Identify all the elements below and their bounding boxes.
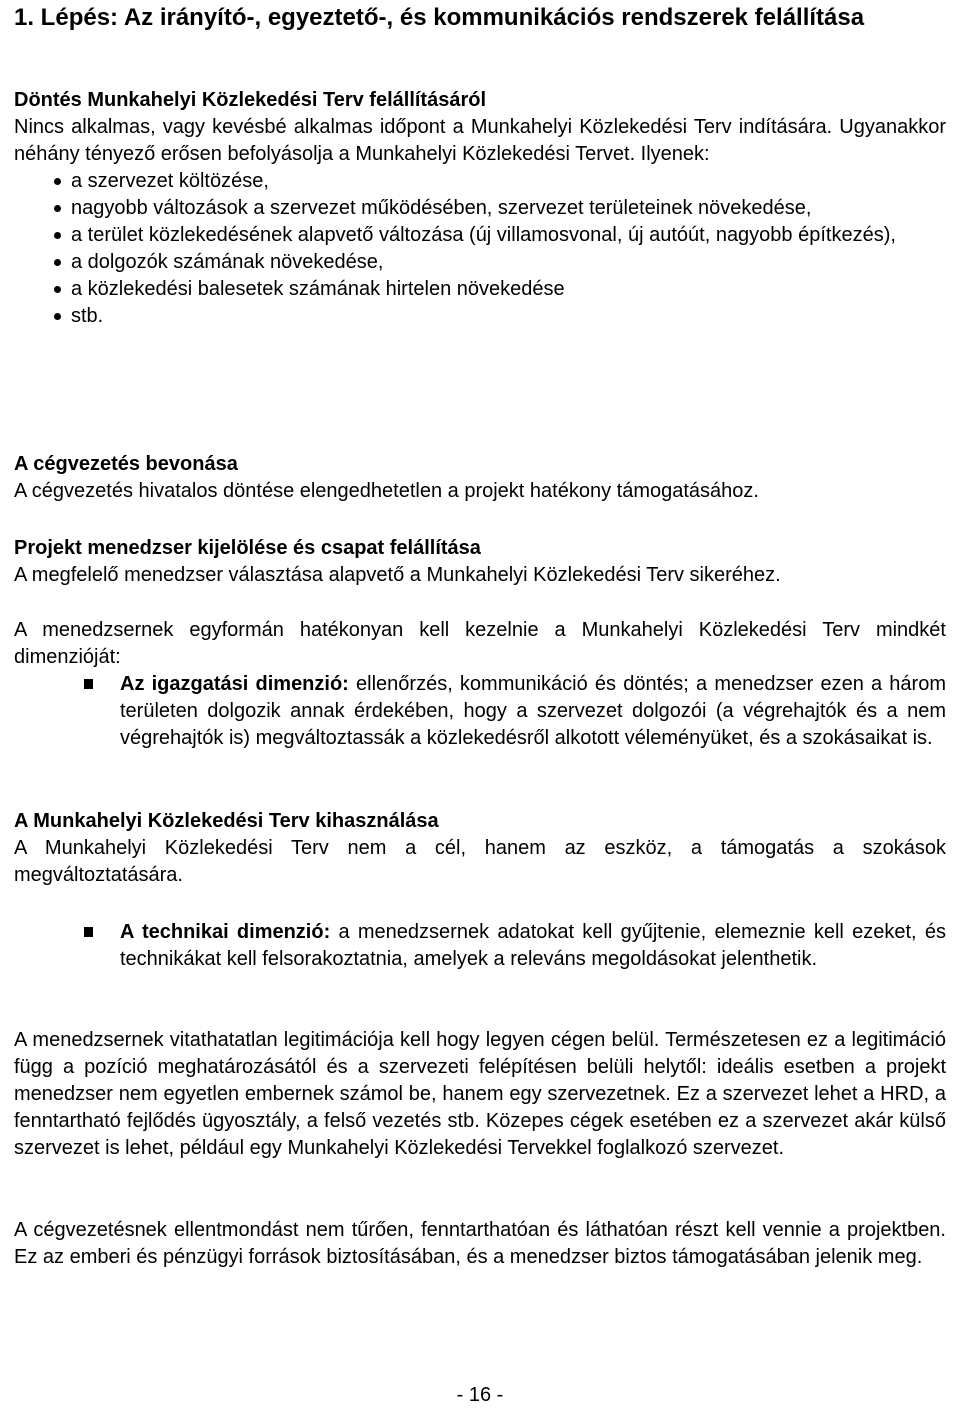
dimension-list [14,671,946,752]
section-manager-text: A megfelelő menedzser választása alapvető a Munkahelyi Közlekedési Terv sikeréhez. [14,564,781,586]
dimensions-intro: A menedzsernek egyformán hatékonyan kell kezelnie a Munkahelyi Közlekedési Terv mindkét dimenzióját: [14,619,946,668]
section-dimensions [14,617,946,752]
list-item [14,919,946,973]
boxed-heading: A Munkahelyi Közlekedési Terv kihasználása [14,810,439,832]
square-bullet-icon [84,679,93,689]
factor-list [14,168,946,330]
section-decision [14,87,946,330]
section-decision-heading: Döntés Munkahelyi Közlekedési Terv felállításáról [14,89,487,111]
list-item: a dolgozók számának növekedése, [14,249,946,276]
list-item [14,671,946,752]
dimension-label: A technikai dimenzió: [120,921,331,943]
bullet-icon [54,178,61,185]
bullet-icon [54,232,61,239]
section-technical [14,919,946,973]
square-bullet-icon [84,927,93,937]
bullet-icon [54,313,61,320]
section-management [14,451,946,505]
dimension-text: a menedzsernek adatokat kell gyűjtenie, elemeznie kell ezeket, és technikákat kell felsorakoztatnia, amelyek a releváns megoldásokat jelenthetik. [120,921,946,970]
list-item: nagyobb változások a szervezet működésében, szervezet területeinek növekedése, [14,195,946,222]
section-manager [14,535,946,589]
section-management-heading: A cégvezetés bevonása [14,453,238,475]
dimension-label: Az igazgatási dimenzió: [120,673,349,695]
paragraph-commitment: A cégvezetésnek ellentmondást nem tűrően, fenntarthatóan és láthatóan részt kell vennie a projektben. Ez az emberi és pénzügyi források biztosításában, és a menedzser biztos támogatásában jelenik meg. [14,1219,946,1268]
page-number: - 16 - [456,1384,504,1406]
boxed-text: A Munkahelyi Közlekedési Terv nem a cél, hanem az eszköz, a támogatás a szokások megváltoztatására. [14,837,946,886]
bullet-icon [54,286,61,293]
section-decision-text: Nincs alkalmas, vagy kevésbé alkalmas időpont a Munkahelyi Közlekedési Terv indítására. Ugyanakkor néhány tényező erősen befolyásolja a Munkahelyi Közlekedési Tervet. Ilyenek: [14,116,946,165]
paragraph-legitimacy: A menedzsernek vitathatatlan legitimációja kell hogy legyen cégen belül. Természetesen ez a legitimáció függ a pozíció meghatározásától és a szervezeti felépítésen belüli helytől: ideális esetben a projekt menedzser nem egyetlen embernek számol be, hanem egy szervezetnek. Ez a szervezet lehet a HRD, a fenntartható fejlődés ügyosztály, a felső vezetés stb. Közepes cégek esetében ez a szervezet akár külső szervezet is lehet, például egy Munkahelyi Közlekedési Tervekkel foglalkozó szervezet. [14,1029,946,1159]
list-item: a szervezet költözése, [14,168,946,195]
bullet-icon [54,259,61,266]
section-management-text: A cégvezetés hivatalos döntése elengedhetetlen a projekt hatékony támogatásához. [14,480,759,502]
list-item: a terület közlekedésének alapvető változása (új villamosvonal, új autóút, nagyobb építkezés), [14,222,946,249]
page-title: 1. Lépés: Az irányító-, egyeztető-, és kommunikációs rendszerek felállítása [14,4,865,31]
boxed-section [14,808,946,889]
section-manager-heading: Projekt menedzser kijelölése és csapat felállítása [14,537,481,559]
list-item: stb. [14,303,946,330]
dimension-text: ellenőrzés, kommunikáció és döntés; a menedzser ezen a három területen dolgozik annak érdekében, hogy a szervezet dolgozói (a végrehajtók és a nem végrehajtók is) megváltoztassák a közlekedésről alkotott véleményüket, és a szokásaikat is. [120,673,946,749]
list-item: a közlekedési balesetek számának hirtelen növekedése [14,276,946,303]
dimension-list [14,919,946,973]
bullet-icon [54,205,61,212]
